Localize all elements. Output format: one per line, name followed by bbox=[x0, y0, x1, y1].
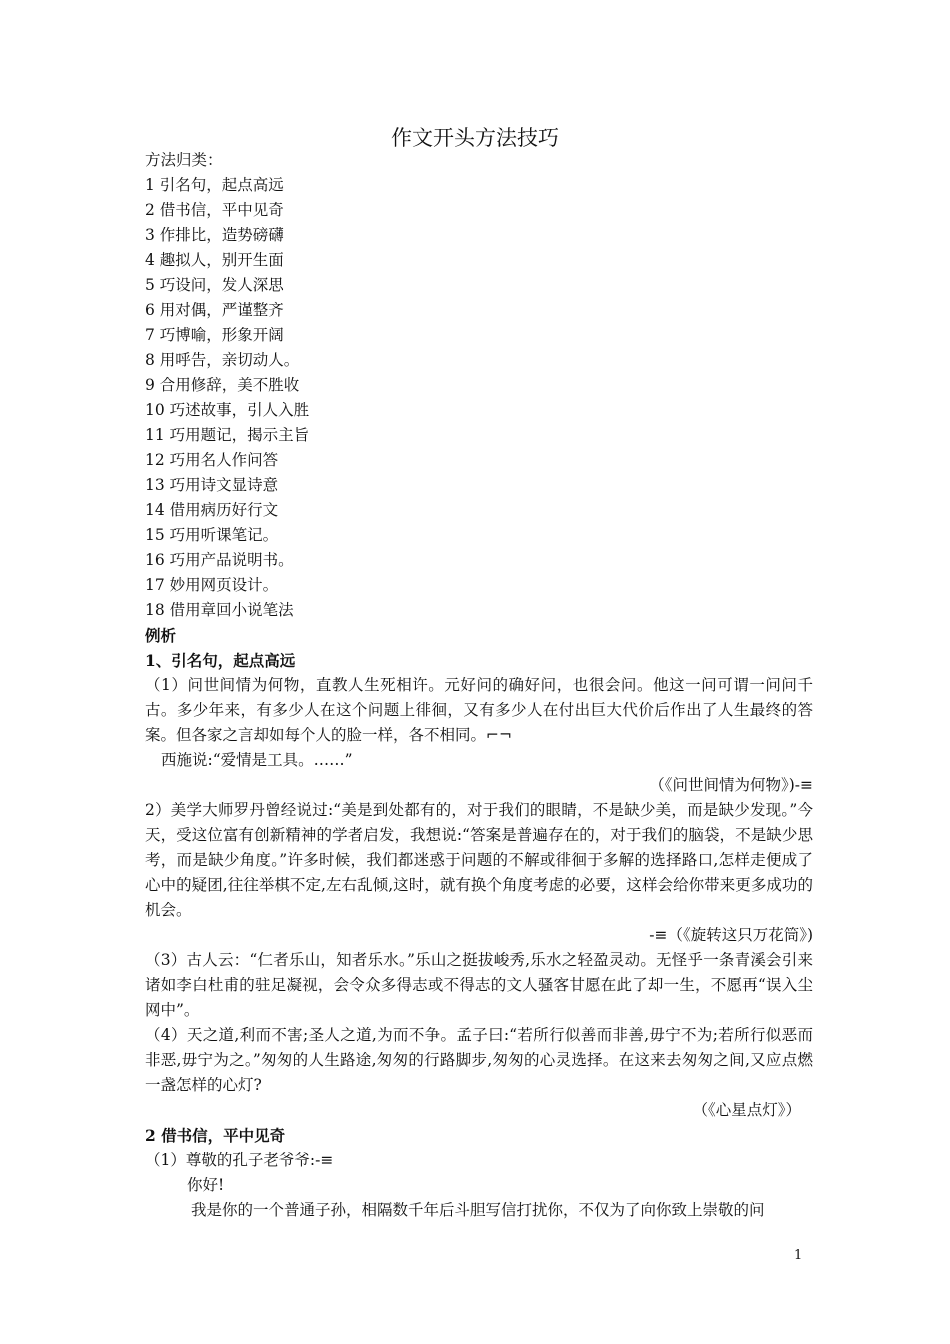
list-item: 8 用呼告，亲切动人。 bbox=[145, 351, 300, 369]
section2-heading: 2 借书信，平中见奇 bbox=[145, 1126, 286, 1145]
letter-body: 我是你的一个普通子孙，相隔数千年后斗胆写信打扰你，不仅为了向你致上崇敬的问 bbox=[191, 1201, 765, 1219]
list-item: 18 借用章回小说笔法 bbox=[145, 601, 294, 619]
source-citation: （《心星点灯》） bbox=[692, 1101, 801, 1119]
section1-paragraph-3: （3）古人云：“仁者乐山，知者乐水。”乐山之挺拔峻秀,乐水之轻盈灵动。无怪乎一条青溪会引来诸如李白杜甫的驻足凝视，会令众多得志或不得志的文人骚客甘愿在此了却一生，不愿再“误入尘网中”。 bbox=[145, 951, 813, 1019]
methods-list bbox=[145, 173, 813, 623]
paragraph-mark: ⌐¬ bbox=[486, 726, 512, 744]
methods-heading: 方法归类： bbox=[145, 151, 223, 169]
page-number: 1 bbox=[794, 1248, 803, 1263]
list-item: 10 巧述故事，引人入胜 bbox=[145, 401, 310, 419]
source-citation: （《问世间情为何物》)-≡ bbox=[649, 776, 813, 794]
letter-greeting: 你好! bbox=[187, 1176, 225, 1194]
list-item: 5 巧设问，发人深思 bbox=[145, 276, 284, 294]
section1-paragraph-2: 2）美学大师罗丹曾经说过:“美是到处都有的，对于我们的眼睛，不是缺少美，而是缺少发现。”今天，受这位富有创新精神的学者启发，我想说:“答案是普遍存在的，对于我们的脑袋，不是缺少思考，而是缺少角度。”许多时候，我们都迷惑于问题的不解或徘徊于多解的选择路口,怎样走便成了心中的疑团,往往举棋不定,左右乱倾,这时，就有换个角度考虑的必要，这样会给你带来更多成功的机会。 bbox=[145, 801, 813, 919]
list-item: 14 借用病历好行文 bbox=[145, 501, 279, 519]
source-citation: -≡（《旋转这只万花筒》) bbox=[649, 926, 813, 944]
paragraph-text: （1）问世间情为何物，直教人生死相许。元好问的确好问，也很会问。他这一问可谓一问问千古。多少年来，有多少人在这个问题上徘徊，又有多少人在付出巨大代价后作出了人生最终的答案。但各家之言却如每个人的脸一样，各不相同。 bbox=[145, 676, 813, 744]
list-item: 12 巧用名人作问答 bbox=[145, 451, 279, 469]
list-item: 9 合用修辞，美不胜收 bbox=[145, 376, 300, 394]
section1-paragraph-4: （4）天之道,利而不害;圣人之道,为而不争。孟子曰:“若所行似善而非善,毋宁不为;若所行似恶而非恶,毋宁为之。”匆匆的人生路途,匆匆的行路脚步,匆匆的心灵选择。在这来去匆匆之间,又应点燃一盏怎样的心灯? bbox=[145, 1026, 813, 1094]
section1-heading: 1、引名句，起点高远 bbox=[145, 651, 296, 670]
list-item: 7 巧博喻，形象开阔 bbox=[145, 326, 284, 344]
page-title: 作文开头方法技巧 bbox=[391, 126, 559, 150]
list-item: 11 巧用题记，揭示主旨 bbox=[145, 426, 310, 444]
list-item: 3 作排比，造势磅礴 bbox=[145, 226, 284, 244]
list-item: 1 引名句，起点高远 bbox=[145, 176, 284, 194]
list-item: 15 巧用听课笔记。 bbox=[145, 526, 279, 544]
quote-line: 西施说:“爱情是工具。……” bbox=[161, 751, 353, 769]
section1-paragraph-1 bbox=[145, 673, 813, 748]
list-item: 2 借书信，平中见奇 bbox=[145, 201, 284, 219]
list-item: 13 巧用诗文显诗意 bbox=[145, 476, 279, 494]
list-item: 17 妙用网页设计。 bbox=[145, 576, 279, 594]
list-item: 4 趣拟人，别开生面 bbox=[145, 251, 284, 269]
list-item: 6 用对偶，严谨整齐 bbox=[145, 301, 284, 319]
letter-salutation: （1）尊敬的孔子老爷爷:-≡ bbox=[145, 1151, 334, 1169]
document-body bbox=[145, 148, 813, 1223]
list-item: 16 巧用产品说明书。 bbox=[145, 551, 294, 569]
analysis-heading: 例析 bbox=[145, 626, 177, 645]
